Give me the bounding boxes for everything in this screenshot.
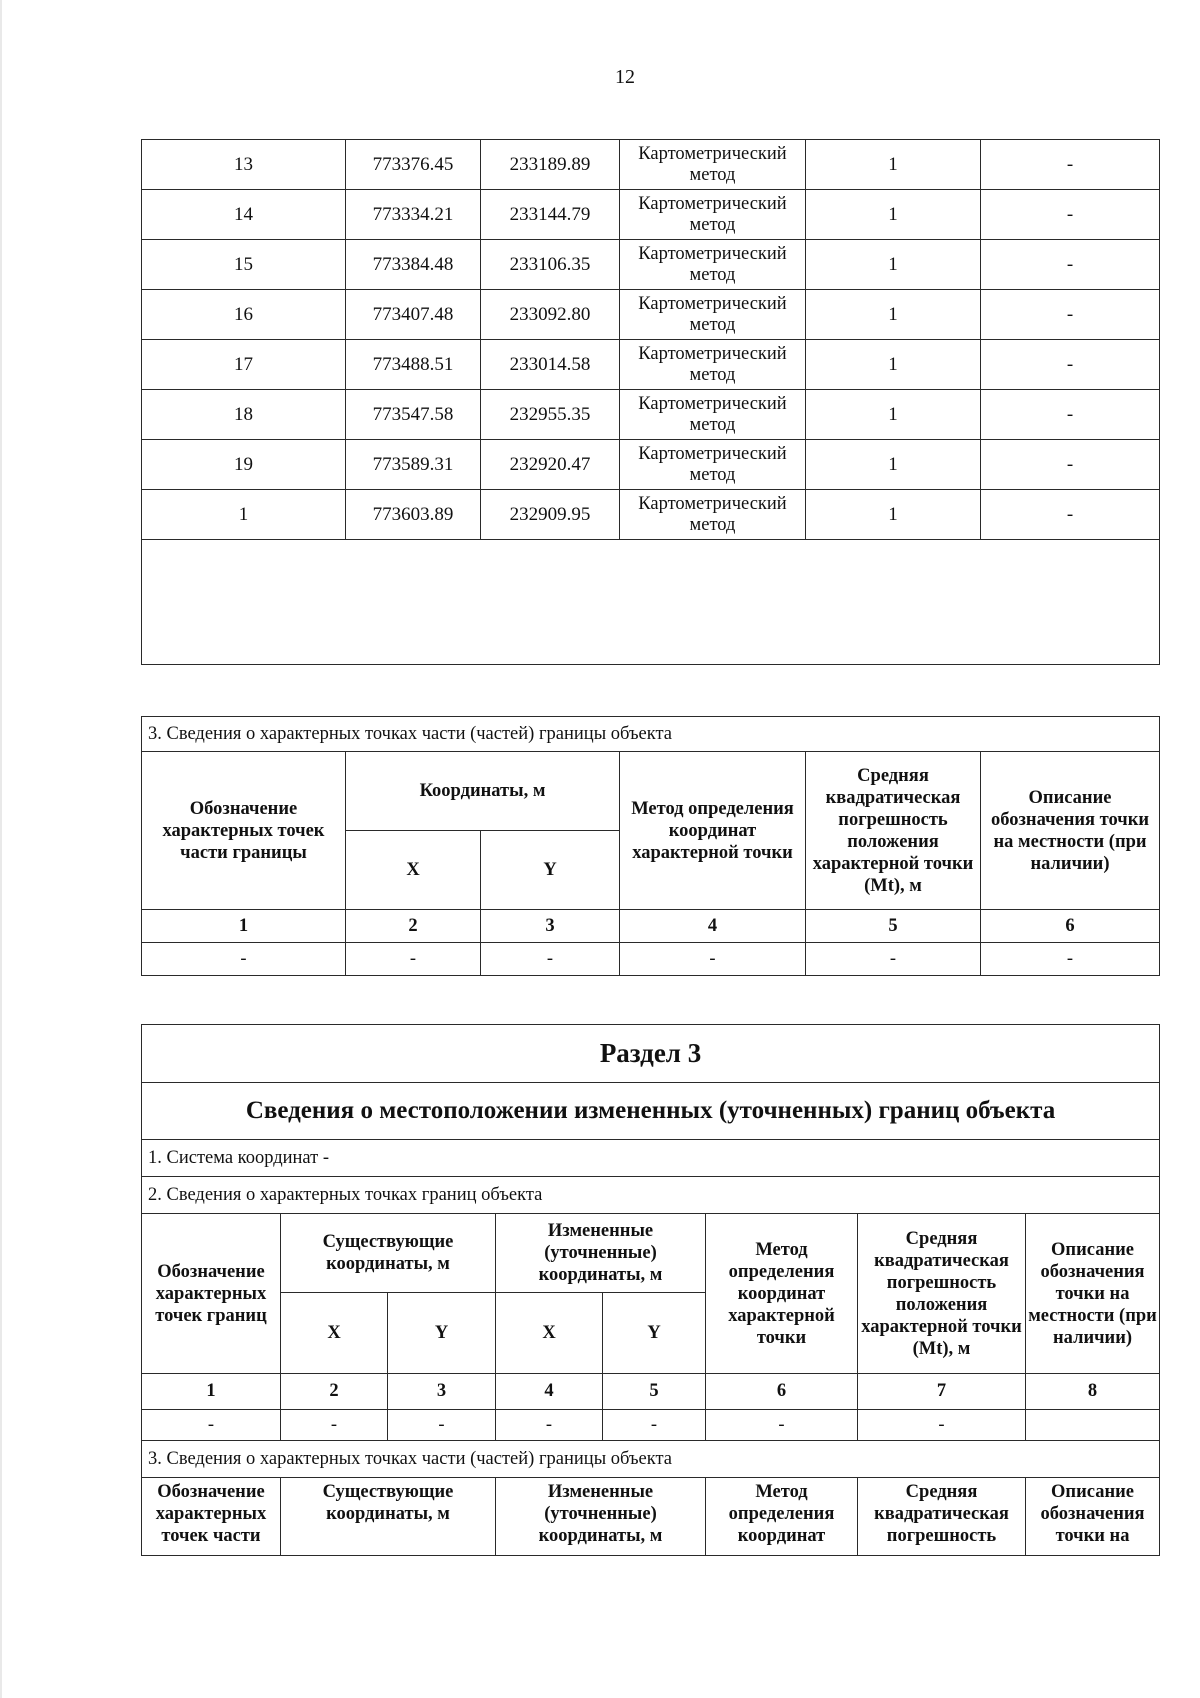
method: Картометрический метод [620, 290, 806, 340]
column-number-row [142, 910, 1160, 943]
table-row [142, 190, 1160, 240]
header-method: Метод определения координат [706, 1478, 858, 1556]
cell: - [481, 943, 620, 976]
description: - [981, 290, 1160, 340]
accuracy: 1 [806, 490, 981, 540]
cell: - [388, 1410, 496, 1441]
header-y: Y [603, 1293, 706, 1374]
header-x: X [281, 1293, 388, 1374]
header-point-designation: Обозначение характерных точек части границы [142, 752, 346, 910]
accuracy: 1 [806, 440, 981, 490]
accuracy: 1 [806, 140, 981, 190]
table-row [142, 240, 1160, 290]
table-row [142, 290, 1160, 340]
x-coordinate: 773376.45 [346, 140, 481, 190]
column-number: 7 [858, 1374, 1026, 1410]
y-coordinate: 233106.35 [481, 240, 620, 290]
column-number: 3 [481, 910, 620, 943]
table-row [142, 340, 1160, 390]
column-number: 2 [281, 1374, 388, 1410]
table-row [142, 140, 1160, 190]
scan-edge [0, 0, 2, 1698]
column-number: 3 [388, 1374, 496, 1410]
part-boundary-caption: 3. Сведения о характерных точках части (частей) границы объекта [142, 1441, 1160, 1478]
x-coordinate: 773603.89 [346, 490, 481, 540]
column-number: 4 [496, 1374, 603, 1410]
x-coordinate: 773384.48 [346, 240, 481, 290]
column-number: 5 [603, 1374, 706, 1410]
method: Картометрический метод [620, 440, 806, 490]
table-row [142, 943, 1160, 976]
header-existing-coordinates: Существующие координаты, м [281, 1214, 496, 1293]
page-number: 12 [615, 66, 635, 88]
description: - [981, 340, 1160, 390]
header-x: X [346, 831, 481, 910]
point-number: 16 [142, 290, 346, 340]
x-coordinate: 773488.51 [346, 340, 481, 390]
header-coordinates: Координаты, м [346, 752, 620, 831]
description: - [981, 490, 1160, 540]
description: - [981, 390, 1160, 440]
header-description: Описание обозначения точки на [1026, 1478, 1160, 1556]
cell: - [281, 1410, 388, 1441]
y-coordinate: 232920.47 [481, 440, 620, 490]
description: - [981, 140, 1160, 190]
section-subtitle: Сведения о местоположении измененных (уточненных) границ объекта [142, 1083, 1160, 1140]
method: Картометрический метод [620, 140, 806, 190]
boundary-points-table [141, 139, 1160, 665]
part-boundary-table [141, 716, 1160, 976]
column-number-row [142, 1374, 1160, 1410]
column-number: 6 [706, 1374, 858, 1410]
cell: - [620, 943, 806, 976]
y-coordinate: 232909.95 [481, 490, 620, 540]
x-coordinate: 773547.58 [346, 390, 481, 440]
table-row [142, 490, 1160, 540]
y-coordinate: 232955.35 [481, 390, 620, 440]
description: - [981, 440, 1160, 490]
cell: - [346, 943, 481, 976]
header-x: X [496, 1293, 603, 1374]
accuracy: 1 [806, 190, 981, 240]
method: Картометрический метод [620, 490, 806, 540]
accuracy: 1 [806, 390, 981, 440]
description: - [981, 190, 1160, 240]
table-row [142, 390, 1160, 440]
description: - [981, 240, 1160, 290]
cell: - [706, 1410, 858, 1441]
cell: - [806, 943, 981, 976]
header-y: Y [388, 1293, 496, 1374]
point-number: 13 [142, 140, 346, 190]
x-coordinate: 773334.21 [346, 190, 481, 240]
header-point-designation: Обозначение характерных точек границ [142, 1214, 281, 1374]
header-existing-coordinates: Существующие координаты, м [281, 1478, 496, 1556]
cell: - [858, 1410, 1026, 1441]
header-y: Y [481, 831, 620, 910]
column-number: 8 [1026, 1374, 1160, 1410]
y-coordinate: 233092.80 [481, 290, 620, 340]
column-number: 6 [981, 910, 1160, 943]
header-description: Описание обозначения точки на местности (при наличии) [981, 752, 1160, 910]
column-number: 1 [142, 1374, 281, 1410]
cell: - [142, 943, 346, 976]
header-accuracy: Средняя квадратическая погрешность положения характерной точки (Mt), м [858, 1214, 1026, 1374]
cell [1026, 1410, 1160, 1441]
section-title: Раздел 3 [142, 1025, 1160, 1083]
method: Картометрический метод [620, 390, 806, 440]
point-number: 17 [142, 340, 346, 390]
column-number: 1 [142, 910, 346, 943]
header-point-designation: Обозначение характерных точек части [142, 1478, 281, 1556]
part-boundary-caption: 3. Сведения о характерных точках части (частей) границы объекта [142, 717, 1160, 752]
y-coordinate: 233014.58 [481, 340, 620, 390]
x-coordinate: 773589.31 [346, 440, 481, 490]
section-3-table [141, 1024, 1160, 1556]
point-number: 19 [142, 440, 346, 490]
header-accuracy: Средняя квадратическая погрешность [858, 1478, 1026, 1556]
cell: - [981, 943, 1160, 976]
accuracy: 1 [806, 290, 981, 340]
x-coordinate: 773407.48 [346, 290, 481, 340]
accuracy: 1 [806, 340, 981, 390]
method: Картометрический метод [620, 340, 806, 390]
method: Картометрический метод [620, 240, 806, 290]
boundary-points-caption: 2. Сведения о характерных точках границ объекта [142, 1177, 1160, 1214]
header-method: Метод определения координат характерной точки [706, 1214, 858, 1374]
header-description: Описание обозначения точки на местности (при наличии) [1026, 1214, 1160, 1374]
table-row [142, 440, 1160, 490]
y-coordinate: 233189.89 [481, 140, 620, 190]
column-number: 5 [806, 910, 981, 943]
header-changed-coordinates: Измененные (уточненные) координаты, м [496, 1214, 706, 1293]
point-number: 18 [142, 390, 346, 440]
column-number: 4 [620, 910, 806, 943]
coordinate-system: 1. Система координат - [142, 1140, 1160, 1177]
table-row [142, 1410, 1160, 1441]
point-number: 1 [142, 490, 346, 540]
cell: - [142, 1410, 281, 1441]
column-number: 2 [346, 910, 481, 943]
header-method: Метод определения координат характерной точки [620, 752, 806, 910]
method: Картометрический метод [620, 190, 806, 240]
y-coordinate: 233144.79 [481, 190, 620, 240]
cell: - [603, 1410, 706, 1441]
blank-row [142, 540, 1160, 665]
accuracy: 1 [806, 240, 981, 290]
header-changed-coordinates: Измененные (уточненные) координаты, м [496, 1478, 706, 1556]
cell: - [496, 1410, 603, 1441]
point-number: 14 [142, 190, 346, 240]
point-number: 15 [142, 240, 346, 290]
header-accuracy: Средняя квадратическая погрешность положения характерной точки (Mt), м [806, 752, 981, 910]
